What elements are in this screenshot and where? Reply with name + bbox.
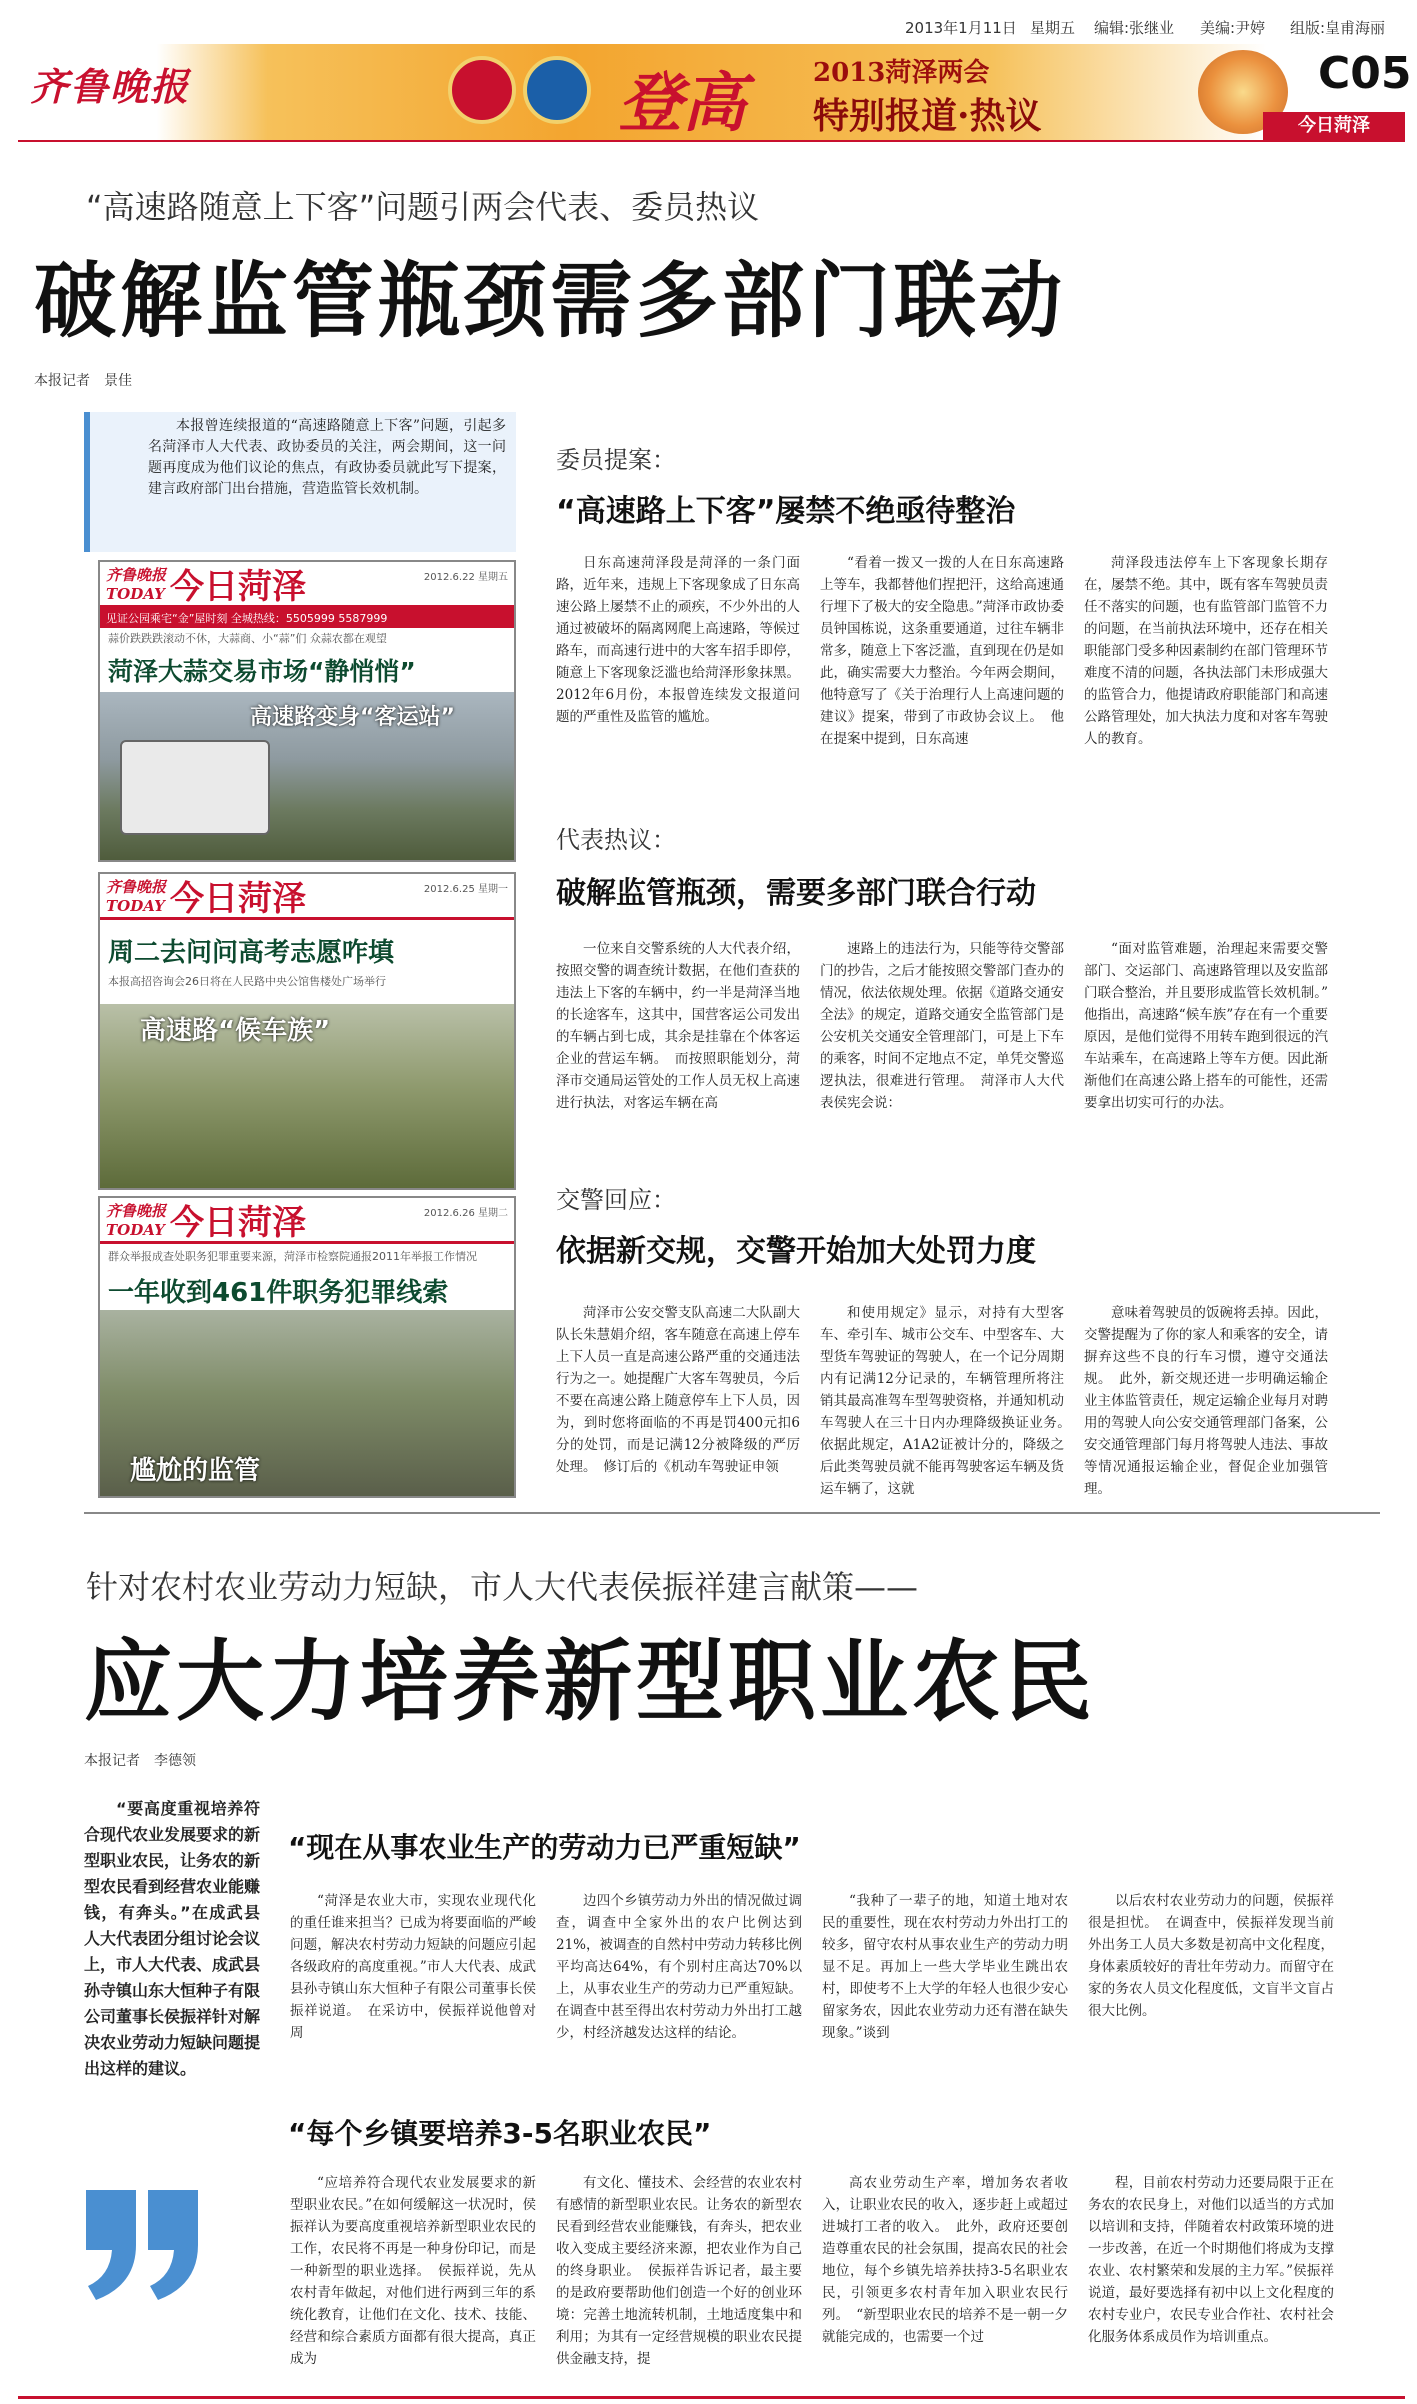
bottom-rule (18, 2396, 1405, 2399)
a1-sec3-title: 依据新交规，交警开始加大处罚力度 (556, 1234, 1036, 1269)
clip-sub: 蒜价跌跌跌滚动不休，大蒜商、小“蒜”们 众蒜农都在观望 (108, 632, 387, 645)
a2-sec2-col3: 高农业劳动生产率，增加务农者收入，让职业农民的收入，逐步赶上或超过进城打工者的收入。 此外，政府还要创造尊重农民的社会氛围，提高农民的社会地位，每个乡镇先培养扶持3-5名职业农民，引领更多农村青年加入职业农民行列。 “新型职业农民的培养不是一朝一夕就能完成的，也需要一个过 (822, 2175, 1068, 2345)
article1-headline: 破解监管瓶颈需多部门联动 (34, 254, 1067, 349)
article2-intro: “要高度重视培养符合现代农业发展要求的新型职业农民，让务农的新型农民看到经营农业能赚钱，有奔头。”在成武县人大代表团分组讨论会议上，市人大代表、成武县孙寺镇山东大恒种子有限公司董事长侯振祥针对解决农业劳动力短缺问题提出这样的建议。 (84, 1799, 261, 2078)
clip-brand: 齐鲁晚报 TODAY (106, 1202, 167, 1239)
a1-sec1-col1: 日东高速菏泽段是菏泽的一条门面路，近年来，违规上下客现象成了日东高速公路上屡禁不止的顽疾，不少外出的人通过被破坏的隔离网爬上高速路，等候过路车，而高速行进中的大客车招手即停，随意上下客现象泛滥也给菏泽形象抹黑。2012年6月份，本报曾连续发文报道问题的严重性及监管的尴尬。 (556, 555, 800, 725)
a1-sec2-col2: 速路上的违法行为，只能等待交警部门的抄告，之后才能按照交警部门查办的情况，依法依规处理。依据《道路交通安全法》的规定，道路交通安全监管部门是公安机关交通安全管理部门，可是上下车的乘客，时间不定地点不定，单凭交警巡逻执法，很难进行管理。 菏泽市人大代表侯宪会说： (820, 941, 1064, 1111)
a1-sec3-label: 交警回应： (556, 1186, 676, 1214)
bus-shape (120, 740, 270, 835)
clip-title: 今日菏泽 (170, 567, 306, 607)
clip-date: 2012.6.25 星期一 (423, 884, 508, 895)
banner-special: 特别报道·热议 (813, 95, 1042, 137)
clipping-1 (98, 560, 516, 862)
a1-sec2-title: 破解监管瓶颈，需要多部门联合行动 (556, 876, 1036, 911)
page-banner (18, 44, 1412, 142)
newspaper-logo: 齐鲁晚报 (30, 64, 191, 109)
section-divider (84, 1512, 1380, 1514)
a2-sec2-title: “每个乡镇要培养3-5名职业农民” (288, 2117, 712, 2150)
a1-sec1-col2: “看着一拨又一拨的人在日东高速路上等车，我都替他们捏把汗，这给高速通行埋下了极大的安全隐患。”菏泽市政协委员钟国栋说，这条重要通道，过往车辆非常多，随意上下客泛滥，直到现在仍是如此，确实需要大力整治。今年两会期间，他特意写了《关于治理行人上高速问题的建议》提案，带到了市政协会议上。 他在提案中提到，日东高速 (820, 555, 1064, 747)
editor: 编辑:张继业 (1094, 19, 1175, 37)
clip-photo-caption: 高速路变身“客运站” (250, 705, 455, 730)
clip-sub: 群众举报成查处职务犯罪重要来源，菏泽市检察院通报2011年举报工作情况 (108, 1250, 477, 1263)
clip-headline: 周二去问问高考志愿咋填 (108, 938, 395, 968)
clip-title: 今日菏泽 (170, 1203, 306, 1243)
a1-sec1-col3: 菏泽段违法停车上下客现象长期存在，屡禁不绝。其中，既有客车驾驶员责任不落实的问题，也有监管部门监管不力的问题，在当前执法环境中，还存在相关职能部门受多种因素制约在部门管理环节难度不清的问题，各执法部门未形成强大的监管合力，他提请政府职能部门和高速公路管理处，加大执法力度和对客车驾驶人的教育。 (1084, 555, 1328, 747)
clip-date: 2012.6.26 星期二 (423, 1208, 508, 1219)
clip-photo (100, 692, 514, 860)
banner-calligraphy: 登高 (618, 66, 746, 141)
a2-sec1-col1: “菏泽是农业大市，实现农业现代化的重任谁来担当？已成为将要面临的严峻问题，解决农村劳动力短缺的问题应引起各级政府的高度重视。”市人大代表、成武县孙寺镇山东大恒种子有限公司董事长侯振祥说道。 在采访中，侯振祥说他曾对周 (290, 1893, 536, 2041)
clip-photo (100, 1004, 514, 1188)
article1-kicker: “高速路随意上下客”问题引两会代表、委员热议 (86, 188, 760, 226)
clip-brand: 齐鲁晚报 TODAY (106, 566, 167, 603)
a1-sec3-col2: 和使用规定》显示，对持有大型客车、牵引车、城市公交车、中型客车、大型货车驾驶证的驾驶人，在一个记分周期内有记满12分记录的，车辆管理所将注销其最高准驾车型驾驶资格，并通知机动车驾驶人在三十日内办理降级换证业务。 依据此规定，A1A2证被计分的，降级之后此类驾驶员就不能再驾驶客运车辆及货运车辆了，这就 (820, 1305, 1078, 1497)
national-emblem-icon (448, 56, 516, 124)
a1-sec3-col1: 菏泽市公安交警支队高速二大队副大队长朱慧娟介绍，客车随意在高速上停车上下人员一直是高速公路严重的交通违法行为之一。她提醒广大客车驾驶员，今后不要在高速公路上随意停车上下人员，因为，到时您将面临的不再是罚400元扣6分的处罚，而是记满12分被降级的严厉处理。 修订后的《机动车驾驶证申领 (556, 1305, 800, 1475)
a1-sec1-label: 委员提案： (556, 446, 676, 474)
a1-sec2-col1: 一位来自交警系统的人大代表介绍，按照交警的调查统计数据，在他们查获的违法上下客的车辆中，约一半是菏泽当地的长途客车，这其中，国营客运公司发出的车辆占到七成，其余是挂靠在个体客运企业的营运车辆。 而按照职能划分，菏泽市交通局运管处的工作人员无权上高速进行执法，对客运车辆在高 (556, 941, 800, 1111)
a2-sec1-col2: 边四个乡镇劳动力外出的情况做过调查，调查中全家外出的农户比例达到21%，被调查的自然村中劳动力转移比例平均高达64%，有个别村庄高达70%以上，从事农业生产的劳动力已严重短缺。在调查中甚至得出农村劳动力外出打工越少，村经济越发达这样的结论。 (556, 1893, 803, 2041)
a1-sec2-col3: “面对监管难题，治理起来需要交警部门、交运部门、高速路管理以及安监部门联合整治，并且要形成监管长效机制。” 他指出，高速路“候车族”存在有一个重要原因，是他们觉得不用转车跑到很远的汽车站乘车，在高速路上等车方便。因此渐渐他们在高速公路上搭车的可能性，还需要拿出切实可行的办法。 (1084, 941, 1342, 1111)
a2-sec2-col4: 程，目前农村劳动力还要局限于正在务农的农民身上，对他们以适当的方式加以培训和支持，伴随着农村政策环境的进一步改善，在近一个时期他们将成为支撑农业、农村繁荣和发展的主力军。”侯振祥说道，最好要选择有初中以上文化程度的农村专业户，农民专业合作社、农村社会化服务体系成员作为培训重点。 (1088, 2175, 1334, 2345)
cppcc-emblem-icon (523, 56, 591, 124)
article2-kicker: 针对农村农业劳动力短缺，市人大代表侯振祥建言献策—— (86, 1568, 919, 1606)
clip-sub: 本报高招咨询会26日将在人民路中央公馆售楼处广场举行 (108, 975, 386, 988)
a1-sec1-title: “高速路上下客”屡禁不绝亟待整治 (556, 494, 1016, 529)
article1-byline: 本报记者 景佳 (34, 373, 132, 389)
quote-mark-icon (78, 2190, 206, 2300)
clip-title: 今日菏泽 (170, 879, 306, 919)
art-editor: 美编:尹婷 (1200, 19, 1266, 37)
article2-byline: 本报记者 李德领 (84, 1753, 196, 1769)
layout-editor: 组版:皇甫海丽 (1290, 19, 1386, 37)
a1-sec3-col3: 意味着驾驶员的饭碗将丢掉。因此，交警提醒为了你的家人和乘客的安全，请摒弃这些不良的行车习惯，遵守交通法规。 此外，新交规还进一步明确运输企业主体监管责任，规定运输企业每月对聘用的驾驶人向公安交通管理部门备案，公安交通管理部门每月将驾驶人违法、事故等情况通报运输企业，督促企业加强管理。 (1084, 1305, 1328, 1497)
a2-sec1-title: “现在从事农业生产的劳动力已严重短缺” (288, 1831, 801, 1864)
weekday: 星期五 (1030, 19, 1076, 37)
meta-line (0, 0, 1417, 44)
a2-sec1-col4: 以后农村农业劳动力的问题，侯振祥很是担忧。 在调查中，侯振祥发现当前外出务工人员大多数是初高中文化程度，身体素质较好的青壮年劳动力。而留守在家的务农人员文化程度低，文盲半文盲占很大比例。 (1088, 1893, 1334, 2019)
a2-sec2-col2: 有文化、懂技术、会经营的农业农村有感情的新型职业农民。让务农的新型农民看到经营农业能赚钱，有奔头，把农业收入变成主要经济来源，把农业作为自己的终身职业。 侯振祥告诉记者，最主要的是政府要帮助他们创造一个好的创业环境：完善土地流转机制，土地适度集中和利用；为其有一定经营规模的职业农民提供金融支持，提 (556, 2175, 802, 2367)
page-number: C05 (1318, 48, 1412, 99)
banner-series: 2013菏泽两会 (813, 58, 990, 88)
clip-headline: 一年收到461件职务犯罪线索 (108, 1278, 449, 1308)
a1-sec2-label: 代表热议： (556, 826, 676, 854)
a2-sec2-col1: “应培养符合现代农业发展要求的新型职业农民。”在如何缓解这一状况时，侯振祥认为要高度重视培养新型职业农民的工作，农民将不再是一种身份印记，而是一种新型的职业选择。 侯振祥说，先从农村青年做起，对他们进行两到三年的系统化教育，让他们在文化、技术、技能、经营和综合素质方面都有很大提高，真正成为 (290, 2175, 536, 2367)
article1-intro-box (84, 412, 516, 552)
clip-ad-strip: 见证公园乘宅“金”屋时刻 全城热线：5505999 5587999 (100, 608, 514, 628)
clip-headline: 菏泽大蒜交易市场“静悄悄” (108, 657, 416, 686)
article1-intro: 本报曾连续报道的“高速路随意上下客”问题，引起多名菏泽市人大代表、政协委员的关注，两会期间，这一问题再度成为他们议论的焦点，有政协委员就此写下提案，建言政府部门出台措施，营造监管长效机制。 (148, 418, 506, 497)
clip-photo-caption: 高速路“候车族” (140, 1016, 331, 1046)
article2-headline: 应大力培养新型职业农民 (84, 1630, 1097, 1733)
clipping-3 (98, 1196, 516, 1498)
issue-date: 2013年1月11日 (905, 19, 1017, 37)
clip-date: 2012.6.22 星期五 (423, 572, 508, 583)
clipping-2 (98, 872, 516, 1190)
a2-sec1-col3: “我种了一辈子的地，知道土地对农民的重要性，现在农村劳动力外出打工的较多，留守农村从事农业生产的劳动力明显不足。再加上一些大学毕业生跳出农村，即使考不上大学的年轻人也很少安心留家务农，因此农业劳动力还有潜在缺失现象。”谈到 (822, 1893, 1068, 2041)
clip-photo (100, 1310, 514, 1496)
clip-brand: 齐鲁晚报 TODAY (106, 878, 167, 915)
clip-photo-caption: 尴尬的监管 (130, 1456, 261, 1486)
section-tag: 今日菏泽 (1263, 112, 1405, 140)
